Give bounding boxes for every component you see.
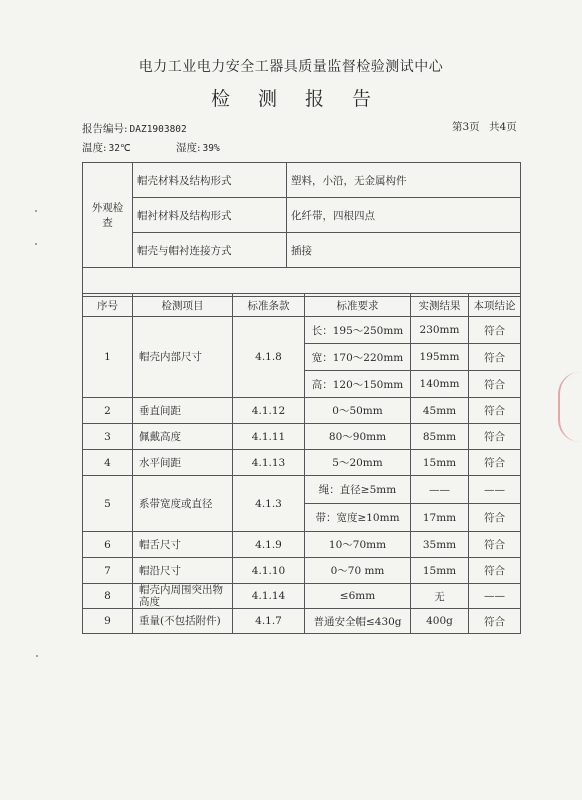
row-requirement: 宽：170～220mm	[305, 344, 411, 371]
row-conclusion: 符合	[469, 609, 521, 634]
row-requirement: 0～70 mm	[305, 558, 411, 584]
table-row	[83, 558, 521, 584]
table-row	[83, 584, 521, 609]
row-number: 8	[83, 584, 133, 609]
row-conclusion: 符合	[469, 424, 521, 450]
row-number: 2	[83, 398, 133, 424]
header-conclusion: 本项结论	[469, 294, 521, 317]
report-number-value: DAZ1903802	[129, 124, 187, 135]
table-row	[83, 317, 521, 344]
header-requirement: 标准要求	[305, 294, 411, 317]
row-result: ——	[411, 476, 469, 504]
row-item: 帽壳内部尺寸	[133, 317, 233, 398]
row-item: 垂直间距	[133, 398, 233, 424]
header-clause: 标准条款	[233, 294, 305, 317]
row-item: 帽舌尺寸	[133, 532, 233, 558]
row-requirement: 80～90mm	[305, 424, 411, 450]
results-body	[83, 317, 521, 634]
row-clause: 4.1.13	[233, 450, 305, 476]
page-current: 第3页	[452, 121, 480, 133]
row-result: 140mm	[411, 371, 469, 398]
organization-name: 电力工业电力安全工器具质量监督检验测试中心	[138, 59, 444, 75]
table-row	[83, 609, 521, 634]
appearance-item: 帽壳材料及结构形式	[133, 163, 287, 198]
row-result: 45mm	[411, 398, 469, 424]
appearance-item: 帽衬材料及结构形式	[133, 198, 287, 233]
temperature-value: 32℃	[108, 143, 131, 154]
row-requirement: 高：120～150mm	[305, 371, 411, 398]
table-row	[83, 398, 521, 424]
appearance-section-label: 外观检查	[83, 163, 133, 268]
row-item: 水平间距	[133, 450, 233, 476]
row-item: 帽沿尺寸	[133, 558, 233, 584]
humidity	[176, 140, 220, 155]
row-requirement: 带：宽度≥10mm	[305, 504, 411, 532]
row-requirement: 10～70mm	[305, 532, 411, 558]
row-result: 400g	[411, 609, 469, 634]
row-result: 17mm	[411, 504, 469, 532]
row-conclusion: 符合	[469, 398, 521, 424]
scan-speck	[36, 655, 38, 657]
row-conclusion: 符合	[469, 344, 521, 371]
header-item: 检测项目	[133, 294, 233, 317]
appearance-value: 插接	[287, 233, 521, 268]
appearance-table	[82, 162, 521, 297]
row-clause: 4.1.3	[233, 476, 305, 532]
row-number: 1	[83, 317, 133, 398]
scan-speck	[35, 210, 37, 212]
row-number: 5	[83, 476, 133, 532]
appearance-value: 化纤带，四根四点	[287, 198, 521, 233]
header-result: 实测结果	[411, 294, 469, 317]
row-clause: 4.1.12	[233, 398, 305, 424]
page-indicator	[452, 119, 517, 134]
row-result: 35mm	[411, 532, 469, 558]
header-no: 序号	[83, 294, 133, 317]
row-number: 7	[83, 558, 133, 584]
row-clause: 4.1.11	[233, 424, 305, 450]
row-clause: 4.1.14	[233, 584, 305, 609]
appearance-item: 帽壳与帽衬连接方式	[133, 233, 287, 268]
row-conclusion: ——	[469, 584, 521, 609]
row-result: 15mm	[411, 558, 469, 584]
row-requirement: 长：195～250mm	[305, 317, 411, 344]
row-result: 无	[411, 584, 469, 609]
row-clause: 4.1.8	[233, 317, 305, 398]
row-result: 15mm	[411, 450, 469, 476]
humidity-value: 39%	[202, 143, 220, 154]
row-conclusion: ——	[469, 476, 521, 504]
page-total: 共4页	[489, 121, 517, 133]
table-row	[83, 424, 521, 450]
row-clause: 4.1.10	[233, 558, 305, 584]
row-number: 4	[83, 450, 133, 476]
report-number-label: 报告编号:	[82, 123, 128, 135]
row-conclusion: 符合	[469, 371, 521, 398]
row-result: 230mm	[411, 317, 469, 344]
row-item: 重量(不包括附件)	[133, 609, 233, 634]
row-clause: 4.1.9	[233, 532, 305, 558]
row-result: 85mm	[411, 424, 469, 450]
row-item: 佩戴高度	[133, 424, 233, 450]
report-title: 检测报告	[210, 88, 399, 110]
row-conclusion: 符合	[469, 558, 521, 584]
table-row	[83, 532, 521, 558]
row-requirement: 绳：直径≥5mm	[305, 476, 411, 504]
appearance-value: 塑料，小沿，无金属构件	[287, 163, 521, 198]
results-header-row	[83, 294, 521, 317]
results-table	[82, 293, 521, 634]
row-conclusion: 符合	[469, 450, 521, 476]
report-number	[82, 121, 187, 136]
scan-speck	[35, 243, 37, 245]
row-item: 系带宽度或直径	[133, 476, 233, 532]
row-result: 195mm	[411, 344, 469, 371]
row-number: 3	[83, 424, 133, 450]
row-conclusion: 符合	[469, 504, 521, 532]
row-clause: 4.1.7	[233, 609, 305, 634]
row-requirement: ≤6mm	[305, 584, 411, 609]
row-requirement: 0～50mm	[305, 398, 411, 424]
humidity-label: 湿度:	[176, 142, 201, 154]
row-item: 帽壳内周围突出物高度	[133, 584, 233, 609]
row-number: 6	[83, 532, 133, 558]
seal-stamp-fragment	[558, 372, 580, 442]
table-row	[83, 476, 521, 504]
row-conclusion: 符合	[469, 532, 521, 558]
temperature-label: 温度:	[82, 142, 107, 154]
row-conclusion: 符合	[469, 317, 521, 344]
temperature	[82, 140, 131, 155]
row-number: 9	[83, 609, 133, 634]
row-requirement: 5～20mm	[305, 450, 411, 476]
table-row	[83, 450, 521, 476]
row-requirement: 普通安全帽≤430g	[305, 609, 411, 634]
